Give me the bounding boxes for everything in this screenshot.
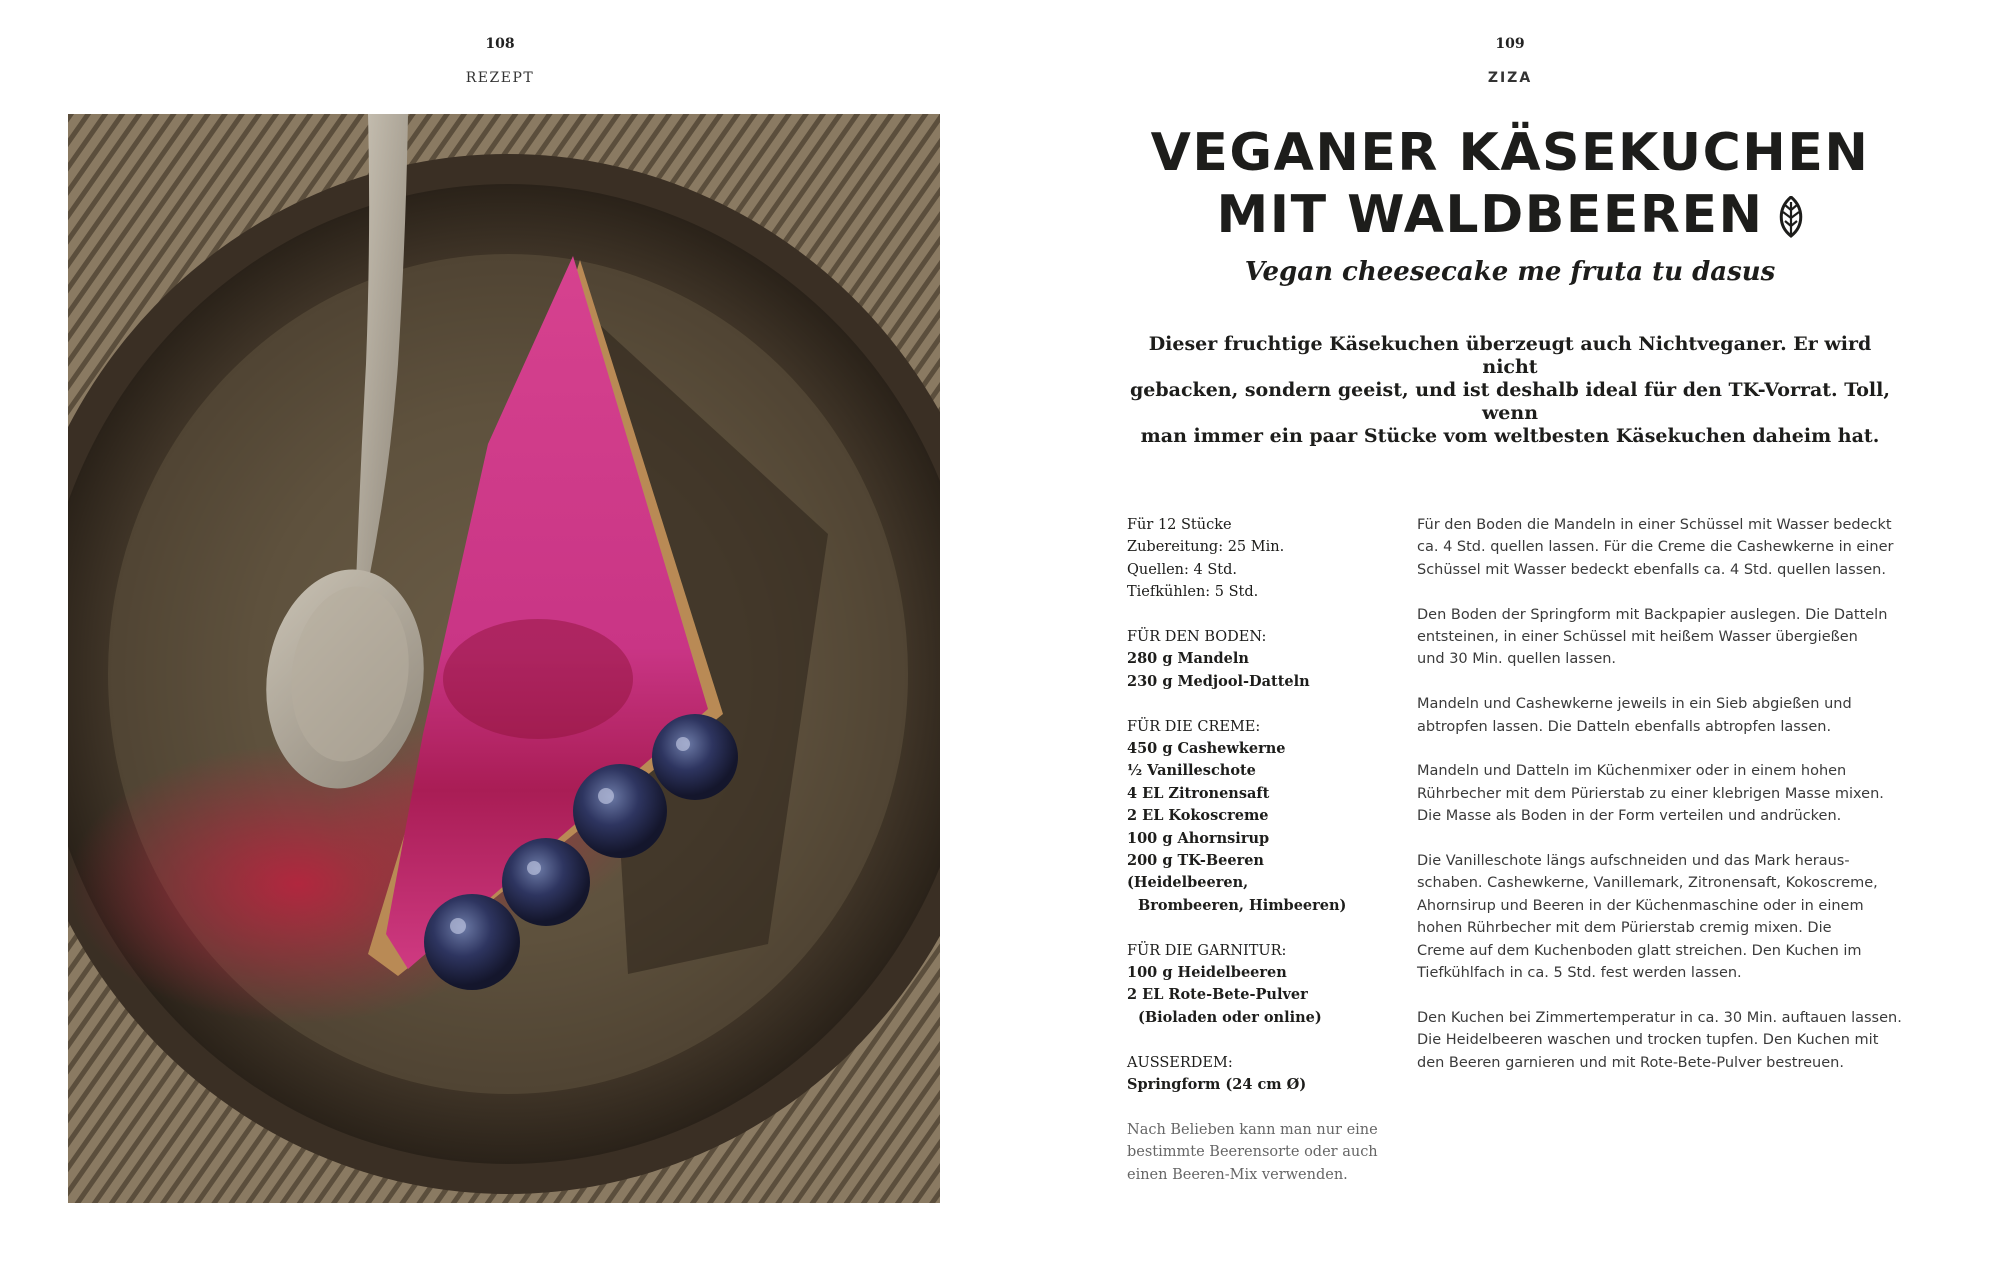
freeze-time: Tiefkühlen: 5 Std. — [1127, 584, 1259, 601]
instruction-line: schaben. Cashewkerne, Vanillemark, Zitronensaft, Kokoscreme, — [1417, 875, 1878, 892]
running-head-left: REZEPT — [465, 70, 535, 86]
instruction-step — [1417, 693, 1907, 738]
intro-line: Dieser fruchtige Käsekuchen überzeugt auch Nichtveganer. Er wird nicht — [1148, 333, 1872, 378]
title-line-2-text: MIT WALDBEEREN — [1216, 185, 1764, 245]
ingredient-item: 2 EL Kokoscreme — [1127, 807, 1269, 825]
ingredients-column — [1127, 514, 1387, 1186]
blueberry — [502, 838, 590, 926]
prep-time: Zubereitung: 25 Min. — [1127, 539, 1285, 556]
instruction-line: Die Heidelbeeren waschen und trocken tupfen. Den Kuchen mit — [1417, 1032, 1879, 1049]
instruction-line: Tiefkühlfach in ca. 5 Std. fest werden lassen. — [1417, 965, 1742, 982]
ingredient-item: Brombeeren, Himbeeren) — [1138, 896, 1347, 914]
instruction-step — [1417, 514, 1907, 581]
instruction-line: Schüssel mit Wasser bedeckt ebenfalls ca. 4 Std. quellen lassen. — [1417, 561, 1886, 578]
ingredient-item: 280 g Mandeln — [1127, 650, 1249, 668]
instruction-line: und 30 Min. quellen lassen. — [1417, 651, 1617, 668]
instruction-line: Mandeln und Cashewkerne jeweils in ein Sieb abgießen und — [1417, 696, 1852, 713]
intro-line: man immer ein paar Stücke vom weltbesten Käsekuchen daheim hat. — [1140, 425, 1880, 447]
instruction-line: Den Kuchen bei Zimmertemperatur in ca. 30 Min. auftauen lassen. — [1417, 1009, 1902, 1026]
recipe-photo — [68, 114, 940, 1203]
instruction-line: Die Vanilleschote längs aufschneiden und das Mark heraus- — [1417, 853, 1850, 870]
blueberry — [424, 894, 520, 990]
ingredient-item: 4 EL Zitronensaft — [1127, 784, 1270, 802]
ingredient-item: Springform (24 cm Ø) — [1127, 1076, 1307, 1094]
title-line-1: VEGANER KÄSEKUCHEN — [1150, 123, 1870, 183]
ingredient-item: ½ Vanilleschote — [1127, 762, 1256, 780]
note-line: einen Beeren-Mix verwenden. — [1127, 1166, 1348, 1183]
instruction-line: Die Masse als Boden in der Form verteilen und andrücken. — [1417, 808, 1842, 825]
instruction-line: Ahornsirup und Beeren in der Küchenmaschine oder in einem — [1417, 897, 1864, 914]
recipe-title — [1130, 122, 1890, 252]
soak-time: Quellen: 4 Std. — [1127, 561, 1237, 578]
instructions-column — [1417, 514, 1907, 1096]
ingredient-item: 100 g Ahornsirup — [1127, 829, 1270, 847]
blueberry — [652, 714, 738, 800]
instruction-line: Für den Boden die Mandeln in einer Schüssel mit Wasser bedeckt — [1417, 517, 1892, 533]
instruction-step — [1417, 850, 1907, 984]
instruction-line: den Beeren garnieren und mit Rote-Bete-Pulver bestreuen. — [1417, 1054, 1844, 1071]
instruction-step — [1417, 1007, 1907, 1074]
instruction-step — [1417, 760, 1907, 827]
extra-heading: AUSSERDEM: — [1127, 1054, 1233, 1071]
instruction-line: entsteinen, in einer Schüssel mit heißem Wasser übergießen — [1417, 629, 1858, 646]
leaf-icon — [1778, 190, 1804, 252]
instruction-line: Creme auf dem Kuchenboden glatt streichen. Den Kuchen im — [1417, 942, 1862, 959]
running-head-right: ZIZA — [1487, 70, 1533, 86]
ingredient-item: 100 g Heidelbeeren — [1127, 964, 1287, 982]
servings: Für 12 Stücke — [1127, 517, 1232, 533]
note-line: Nach Belieben kann man nur eine — [1127, 1121, 1378, 1138]
page-number-right: 109 — [1495, 36, 1525, 52]
page-number-left: 108 — [485, 36, 515, 52]
ingredient-item: 200 g TK-Beeren (Heidelbeeren, — [1127, 852, 1264, 892]
instruction-line: Rührbecher mit dem Pürierstab zu einer klebrigen Masse mixen. — [1417, 785, 1884, 802]
recipe-intro — [1130, 333, 1890, 448]
ingredient-item: 450 g Cashewkerne — [1127, 740, 1286, 758]
ingredient-item: 230 g Medjool-Datteln — [1127, 672, 1310, 690]
blueberry — [573, 764, 667, 858]
ingredient-item: (Bioladen oder online) — [1138, 1008, 1322, 1026]
intro-line: gebacken, sondern geeist, und ist deshalb ideal für den TK-Vorrat. Toll, wenn — [1130, 379, 1890, 424]
instruction-line: abtropfen lassen. Die Datteln ebenfalls abtropfen lassen. — [1417, 718, 1832, 735]
ingredient-item: 2 EL Rote-Bete-Pulver — [1127, 986, 1308, 1004]
instruction-step — [1417, 604, 1907, 671]
recipe-subtitle: Vegan cheesecake me fruta tu dasus — [1244, 257, 1776, 287]
base-heading: FÜR DEN BODEN: — [1127, 629, 1267, 646]
title-line-2 — [1130, 184, 1890, 252]
instruction-line: Mandeln und Datteln im Küchenmixer oder in einem hohen — [1417, 763, 1847, 780]
instruction-line: hohen Rührbecher mit dem Pürierstab cremig mixen. Die — [1417, 920, 1832, 937]
instruction-line: ca. 4 Std. quellen lassen. Für die Creme die Cashewkerne in einer — [1417, 539, 1894, 556]
cream-heading: FÜR DIE CREME: — [1127, 718, 1261, 735]
garnish-heading: FÜR DIE GARNITUR: — [1127, 942, 1287, 959]
note-line: bestimmte Beerensorte oder auch — [1127, 1144, 1378, 1161]
instruction-line: Den Boden der Springform mit Backpapier auslegen. Die Datteln — [1417, 606, 1888, 623]
